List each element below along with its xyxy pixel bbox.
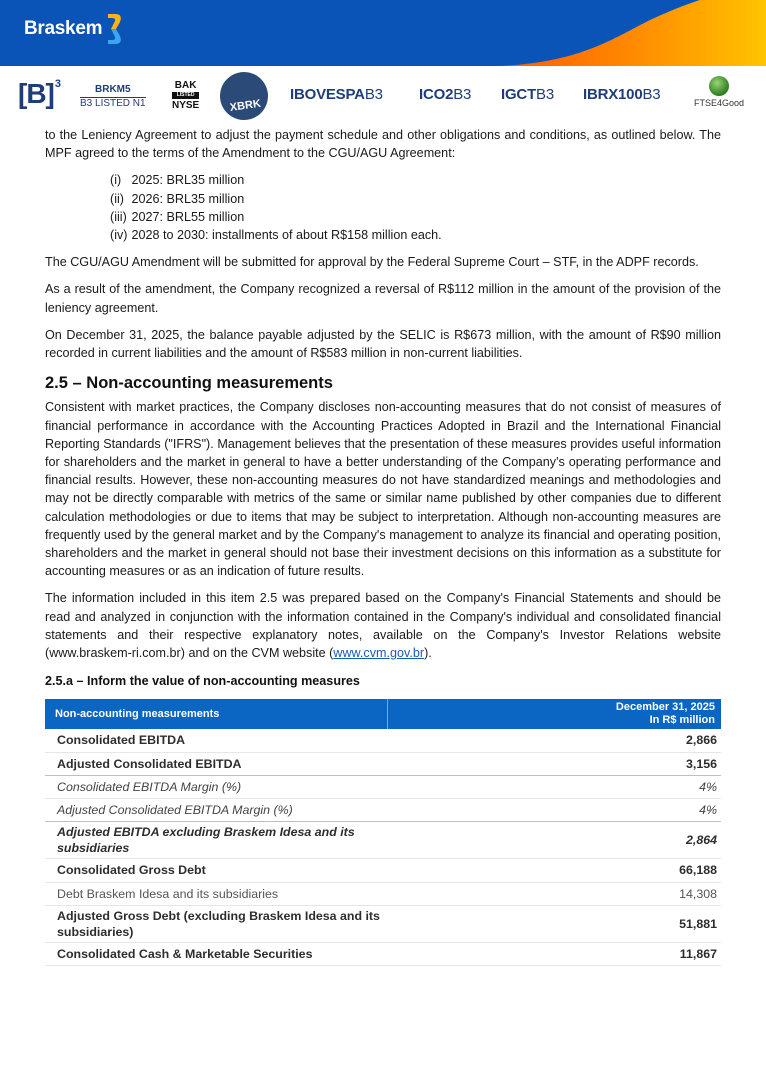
row-value: 4% (388, 799, 722, 822)
row-label: Adjusted EBITDA excluding Braskem Idesa and its subsidiaries (45, 822, 388, 859)
table-row (45, 775, 721, 798)
reversal-paragraph: As a result of the amendment, the Company recognized a reversal of R$112 million in the amount of the provision of the leniency agreement. (45, 282, 721, 315)
brkm5-listing: B3 LISTED N1 (80, 98, 146, 109)
disclosure-paragraph: Consistent with market practices, the Company discloses non-accounting measures that do not consist of measures of financial performance in accordance with the Accounting Practices Adopted in Brazil and the International Financial Reporting Standards ("IFRS"). Management believes that the presentation of these measures provides useful information for shareholders and the market in general to have a better understanding of the Company's operating performance and financial results. However, these non-accounting measures do not have standardized meanings and methodologies and may not be directly comparable with metrics of the same or similar name published by other companies due to different calculation methodologies or due to items that may be subject to interpretation. Although non-accounting measures are frequently used by the general market and by the Company's management to analyze its financial and operating position, shareholders and the market in general should not base their investment decisions on this information as a substitute for accounting measures or as an indication of future results. (45, 400, 721, 579)
row-label: Adjusted Consolidated EBITDA (45, 752, 388, 775)
index-name: IBRX100 (583, 86, 643, 103)
information-paragraph (45, 589, 721, 662)
information-text: The information included in this item 2.5 was prepared based on the Company's Financial Statements and should be read and analyzed in conjunction with the information contained in the Company's individual and consolidated financial statements and their respective explanatory notes, available on the Company's Investor Relations website (www.braskem-ri.com.br) and on the CVM website ( (45, 591, 721, 661)
index-name: ICO2 (419, 86, 454, 103)
listing-badges (0, 72, 766, 120)
row-label: Consolidated EBITDA (45, 729, 388, 752)
table-row (45, 752, 721, 775)
table-row (45, 799, 721, 822)
b3-logo (18, 78, 60, 110)
index-suffix: B3 (642, 86, 661, 103)
ftse4good-badge (694, 76, 744, 108)
table-row (45, 859, 721, 882)
igct-b3-badge (501, 86, 554, 103)
table-row (45, 882, 721, 905)
ftse4good-label: FTSE4Good (694, 98, 745, 108)
table-row (45, 942, 721, 965)
item-number: (ii) (110, 191, 124, 206)
stf-paragraph: The CGU/AGU Amendment will be submitted for approval by the Federal Supreme Court – STF, in the ADPF records. (45, 255, 699, 270)
item-text: 2027: BRL55 million (131, 209, 245, 224)
nyse-label: NYSE (172, 100, 200, 111)
b3-logo-text: [B] (18, 78, 54, 109)
row-value: 11,867 (388, 942, 722, 965)
brkm5-badge (80, 84, 146, 110)
xbrl-seal-text: XBRK (229, 97, 262, 115)
nyse-listed: LISTED (172, 92, 199, 99)
row-label: Consolidated Cash & Marketable Securities (45, 942, 388, 965)
row-value: 51,881 (388, 905, 722, 942)
braskem-logo (24, 14, 123, 44)
globe-icon (709, 76, 729, 96)
row-value: 4% (388, 775, 722, 798)
table-row (45, 729, 721, 752)
cvm-website-link[interactable]: www.cvm.gov.br (333, 646, 425, 661)
brkm5-ticker: BRKM5 (80, 84, 146, 98)
logo-text: Braskem (24, 18, 103, 39)
b3-logo-sup: 3 (54, 77, 60, 90)
row-value: 66,188 (388, 859, 722, 882)
item-text: 2025: BRL35 million (131, 173, 245, 188)
xbrl-seal-badge (217, 69, 271, 123)
table-row (45, 822, 721, 859)
nyse-ticker: BAK (174, 80, 197, 91)
subsection-title: 2.5.a – Inform the value of non-accounting measures (45, 674, 360, 689)
item-number: (iv) (110, 228, 128, 243)
ibovespa-b3-badge (290, 86, 383, 103)
index-suffix: B3 (364, 86, 383, 103)
row-label: Consolidated EBITDA Margin (%) (45, 775, 388, 798)
schedule-item (110, 208, 721, 226)
intro-paragraph: to the Leniency Agreement to adjust the payment schedule and other obligations and conditions, as outlined below. The MPF agreed to the terms of the Amendment to the CGU/AGU Agreement: (45, 128, 721, 161)
ibrx100-b3-badge (583, 86, 660, 103)
header-period-date: December 31, 2025 (615, 701, 715, 714)
non-accounting-measures-table (45, 699, 721, 965)
balance-paragraph: On December 31, 2025, the balance payable adjusted by the SELIC is R$673 million, with the amount of R$90 million recorded in current liabilities and the amount of R$583 million in non-current liabilities. (45, 327, 721, 361)
index-name: IBOVESPA (290, 86, 365, 103)
information-text-end: ). (424, 646, 432, 661)
item-number: (i) (110, 173, 122, 188)
row-label: Adjusted Consolidated EBITDA Margin (%) (45, 799, 388, 822)
row-value: 2,866 (388, 729, 722, 752)
ico2-b3-badge (419, 86, 471, 103)
braskem-chevron-icon (105, 14, 123, 44)
schedule-item (110, 226, 721, 244)
row-value: 2,864 (388, 822, 722, 859)
schedule-item (110, 171, 721, 189)
index-name: IGCT (501, 86, 537, 103)
payment-schedule-list (45, 171, 721, 244)
document-body (45, 126, 721, 966)
index-suffix: B3 (453, 86, 472, 103)
row-label: Consolidated Gross Debt (45, 859, 388, 882)
nyse-badge (172, 80, 199, 111)
header-period (388, 699, 722, 729)
table-header-row (45, 699, 721, 729)
section-title: 2.5 – Non-accounting measurements (45, 374, 333, 393)
item-number: (iii) (110, 209, 127, 224)
item-text: 2026: BRL35 million (131, 191, 245, 206)
row-value: 14,308 (388, 882, 722, 905)
header-banner (0, 0, 766, 66)
row-label: Adjusted Gross Debt (excluding Braskem Idesa and its subsidiaries) (45, 905, 388, 942)
item-text: 2028 to 2030: installments of about R$158 million each. (131, 228, 442, 243)
index-suffix: B3 (536, 86, 554, 103)
header-period-unit: In R$ million (649, 714, 715, 727)
row-label: Debt Braskem Idesa and its subsidiaries (45, 882, 388, 905)
row-value: 3,156 (388, 752, 722, 775)
schedule-item (110, 190, 721, 208)
table-row (45, 905, 721, 942)
header-measure-label: Non-accounting measurements (45, 699, 388, 729)
